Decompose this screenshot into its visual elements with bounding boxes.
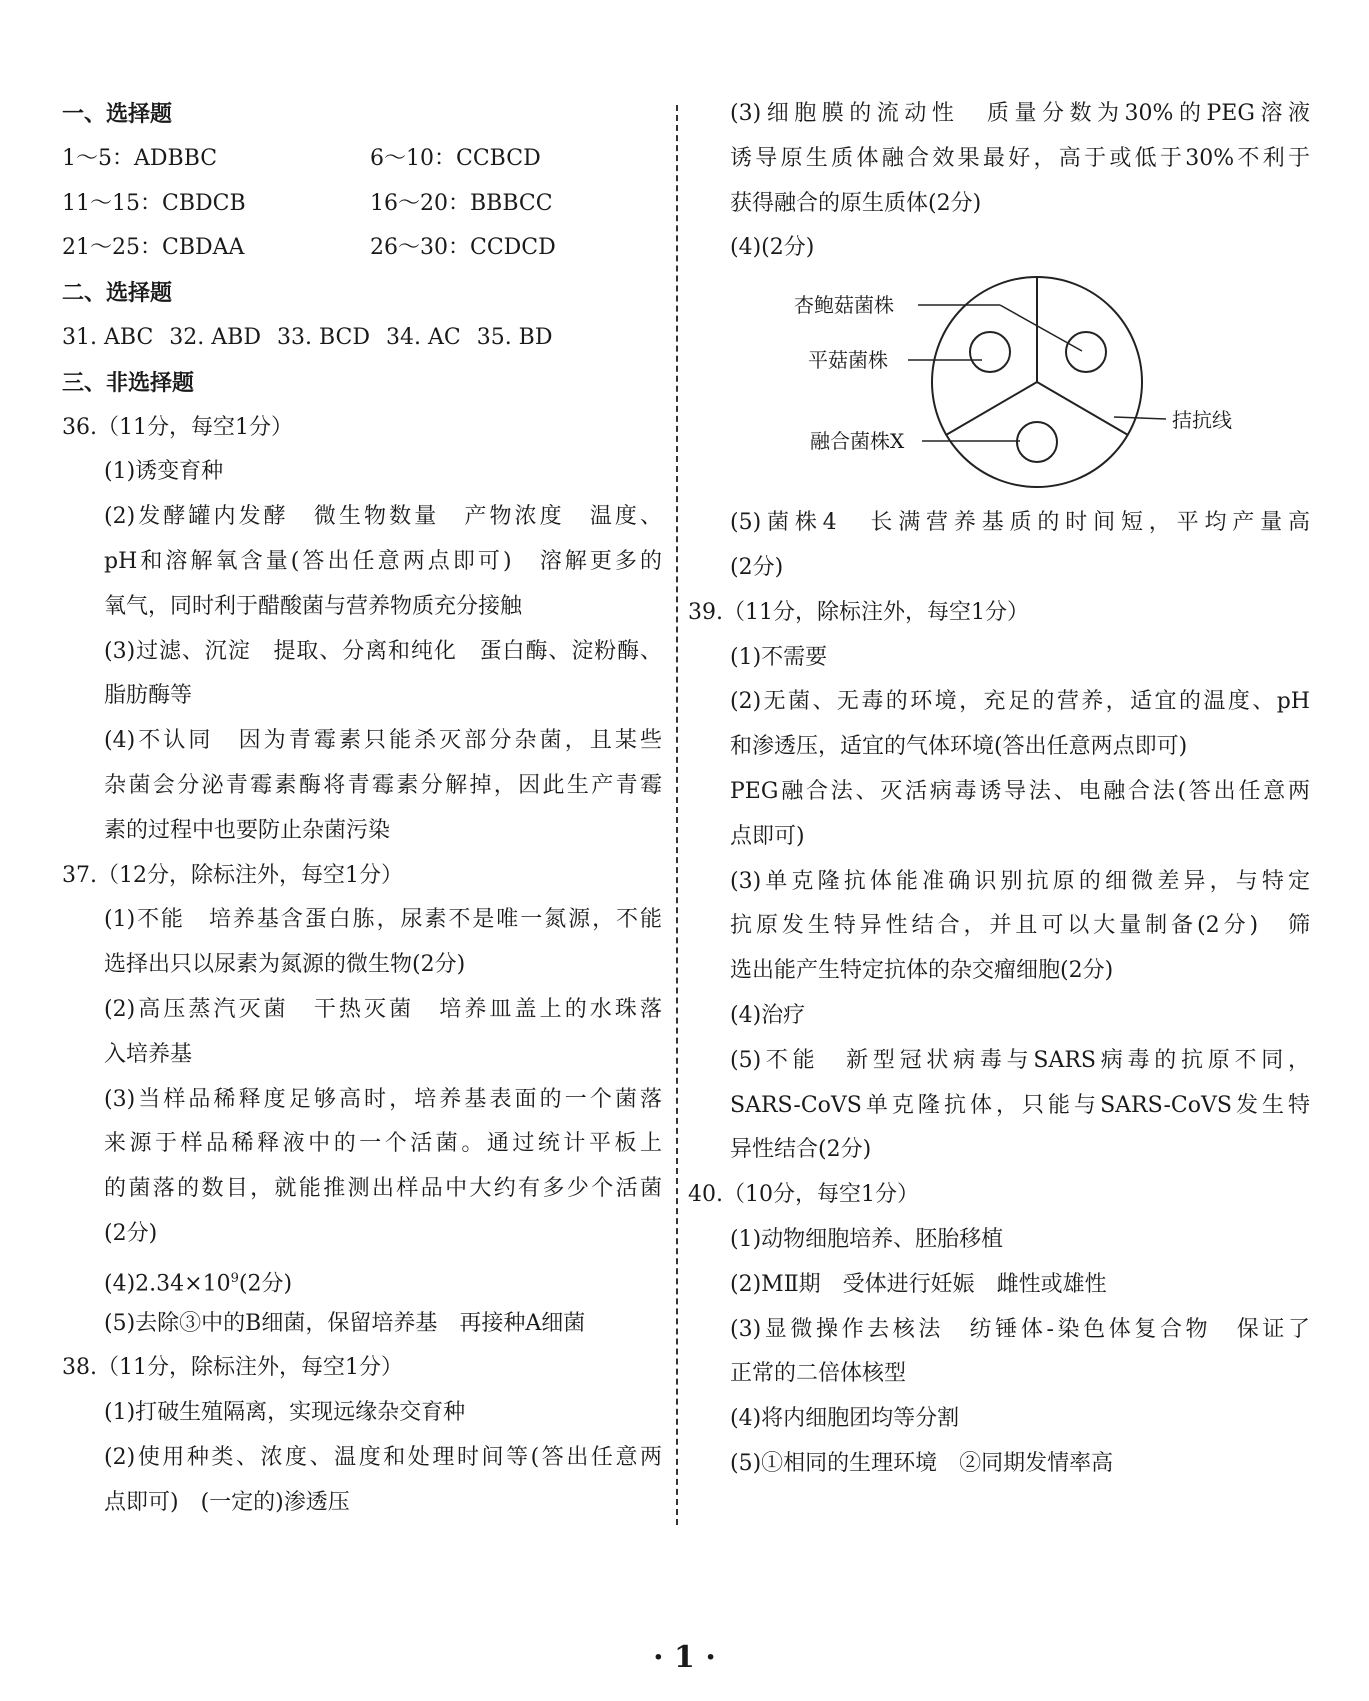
answer-cell: 1～5：ADBBC: [62, 145, 218, 171]
answer-line: SARS-CoVS单克隆抗体，只能与SARS-CoVS发生特: [730, 1092, 1310, 1118]
answer-line: (1)不需要: [730, 644, 828, 670]
label-right: 拮抗线: [1172, 408, 1232, 433]
answer-line: PEG融合法、灭活病毒诱导法、电融合法(答出任意两: [730, 778, 1310, 804]
colony-circle-top: [1066, 332, 1106, 372]
answer-line: (1)动物细胞培养、胚胎移植: [730, 1226, 1004, 1252]
answer-cell: 21～25：CBDAA: [62, 235, 245, 261]
colony-circle-left: [970, 332, 1010, 372]
answer-cell: 33. BCD: [276, 324, 370, 350]
answer-line: 选择出只以尿素为氮源的微生物(2分): [104, 952, 466, 978]
label-top: 杏鲍菇菌株: [794, 293, 894, 318]
answer-line: 入培养基: [104, 1041, 193, 1067]
section-heading: 二、选择题: [62, 280, 173, 307]
answer-line: 异性结合(2分): [730, 1137, 872, 1163]
answer-line: 抗原发生特异性结合，并且可以大量制备(2分) 筛: [730, 913, 1310, 939]
answer-line: 氧气，同时利于醋酸菌与营养物质充分接触: [104, 593, 523, 619]
left-column: [62, 92, 662, 1526]
answer-line: (5)菌株4 长满营养基质的时间短，平均产量高: [730, 510, 1310, 536]
question-heading: 36.（11分，每空1分）: [62, 414, 293, 440]
answer-line: 诱导原生质体融合效果最好，高于或低于30%不利于: [730, 145, 1310, 171]
answer-cell: 16～20：BBBCC: [370, 190, 553, 216]
answer-line: [62, 1257, 662, 1302]
answer-line: 的菌落的数目，就能推测出样品中大约有多少个活菌: [104, 1176, 662, 1202]
answer-line: 素的过程中也要防止杂菌污染: [104, 817, 391, 843]
answer-line: (3)过滤、沉淀 提取、分离和纯化 蛋白酶、淀粉酶、: [104, 638, 662, 664]
answer-line: 点即可) (一定的)渗透压: [104, 1489, 350, 1515]
answer-line: 和渗透压，适宜的气体环境(答出任意两点即可): [730, 734, 1188, 760]
answer-line: (2)使用种类、浓度、温度和处理时间等(答出任意两: [104, 1444, 662, 1470]
answer-line: (1)打破生殖隔离，实现远缘杂交育种: [104, 1400, 466, 1426]
answer-line: 点即可): [730, 823, 805, 849]
label-bottom: 融合菌株X: [810, 429, 905, 454]
leader-line: [1114, 417, 1166, 419]
answer-line: 获得融合的原生质体(2分): [730, 190, 982, 216]
answer-line: 正常的二倍体核型: [730, 1361, 907, 1387]
answer-line: 来源于样品稀释液中的一个活菌。通过统计平板上: [104, 1131, 662, 1157]
answer-line: 杂菌会分泌青霉素酶将青霉素分解掉，因此生产青霉: [104, 772, 662, 798]
question-heading: 40.（10分，每空1分）: [688, 1182, 919, 1208]
answer-cell: 34. AC: [386, 324, 461, 350]
answer-cell: 31. ABC: [62, 324, 154, 350]
label-mid: 平菇菌株: [808, 348, 888, 373]
page-number: · 1 ·: [653, 1640, 716, 1675]
answer-line: (4)将内细胞团均等分割: [730, 1406, 960, 1432]
answer-line: (3)细胞膜的流动性 质量分数为30%的PEG溶液: [730, 101, 1310, 126]
answer-line: 脂肪酶等: [104, 683, 193, 709]
answer-line: (5)不能 新型冠状病毒与SARS病毒的抗原不同，: [730, 1047, 1310, 1073]
answer-line: 选出能产生特定抗体的杂交瘤细胞(2分): [730, 958, 1114, 984]
answer-line: (4)(2分): [730, 235, 815, 261]
petri-dish-diagram: [794, 275, 1254, 501]
answer-line: (4)治疗: [730, 1002, 806, 1028]
answer-cell: 35. BD: [476, 324, 553, 350]
answer-line: (2分): [730, 554, 784, 580]
section-heading: 三、非选择题: [62, 369, 195, 396]
question-heading: 37.（12分，除标注外，每空1分）: [62, 862, 403, 888]
answer-cell: 11～15：CBDCB: [62, 190, 246, 216]
answer-row: [62, 182, 662, 227]
section-heading: 一、选择题: [62, 101, 173, 127]
answer-line: pH和溶解氧含量(答出任意两点即可) 溶解更多的: [104, 548, 662, 574]
answer-line: (1)不能 培养基含蛋白胨，尿素不是唯一氮源，不能: [104, 907, 662, 933]
answer-line: (1)诱变育种: [104, 459, 224, 485]
answer-cell: 6～10：CCBCD: [370, 145, 541, 171]
answer-text: (2分): [238, 1271, 293, 1297]
exponent: 9: [230, 1270, 239, 1286]
question-heading: 38.（11分，除标注外，每空1分）: [62, 1355, 403, 1381]
answer-line: (2)高压蒸汽灭菌 干热灭菌 培养皿盖上的水珠落: [104, 996, 662, 1022]
answer-row: [62, 137, 662, 182]
question-heading: 39.（11分，除标注外，每空1分）: [688, 599, 1029, 625]
multi-answer-row: [62, 316, 662, 361]
answer-line: (3)显微操作去核法 纺锤体-染色体复合物 保证了: [730, 1316, 1310, 1342]
answer-line: (2)MⅡ期 受体进行妊娠 雌性或雄性: [730, 1271, 1107, 1297]
answer-line: (2分): [104, 1220, 158, 1246]
answer-line: (5)去除③中的B细菌，保留培养基 再接种A细菌: [104, 1310, 586, 1336]
right-column: [688, 92, 1310, 1487]
answer-line: (3)当样品稀释度足够高时，培养基表面的一个菌落: [104, 1086, 662, 1112]
answer-line: (5)①相同的生理环境 ②同期发情率高: [730, 1450, 1114, 1476]
colony-circle-bottom: [1017, 422, 1057, 462]
answer-text: (4)2.34×10: [104, 1271, 231, 1297]
answer-line: (4)不认同 因为青霉素只能杀灭部分杂菌，且某些: [104, 728, 662, 754]
answer-line: (3)单克隆抗体能准确识别抗原的细微差异，与特定: [730, 868, 1310, 894]
answer-cell: 32. ABD: [169, 324, 261, 350]
answer-line: (2)无菌、无毒的环境，充足的营养，适宜的温度、pH: [730, 689, 1310, 715]
answer-line: (2)发酵罐内发酵 微生物数量 产物浓度 温度、: [104, 504, 662, 530]
answer-row: [62, 226, 662, 271]
column-divider: [676, 105, 678, 1525]
answer-cell: 26～30：CCDCD: [370, 235, 556, 261]
leader-line: [1000, 305, 1082, 351]
